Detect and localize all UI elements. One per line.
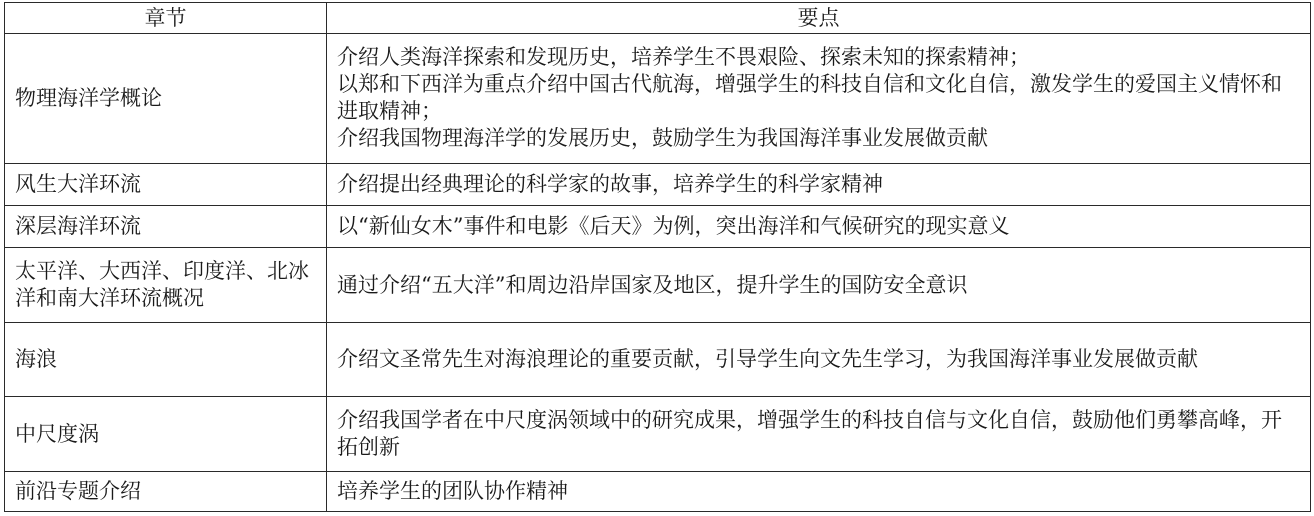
point-text: 以郑和下西洋为重点介绍中国古代航海，增强学生的科技自信和文化自信，激发学生的爱国主义情怀和进取精神；	[337, 72, 1282, 124]
points-cell	[327, 397, 1311, 472]
chapter-cell: 中尺度涡	[5, 397, 327, 472]
table-row	[5, 163, 1311, 205]
table-row	[5, 34, 1311, 164]
header-row	[5, 3, 1311, 34]
point-text: 介绍人类海洋探索和发现历史，培养学生不畏艰险、探索未知的探索精神；	[337, 45, 1030, 70]
points-cell	[327, 471, 1311, 511]
chapter-points-table	[4, 2, 1311, 512]
point-text: 通过介绍“五大洋”和周边沿岸国家及地区，提升学生的国防安全意识	[337, 272, 968, 297]
chapter-cell: 风生大洋环流	[5, 163, 327, 205]
point-text: 介绍文圣常先生对海浪理论的重要贡献，引导学生向文先生学习，为我国海洋事业发展做贡献	[337, 347, 1198, 372]
chapter-cell: 前沿专题介绍	[5, 471, 327, 511]
points-cell	[327, 322, 1311, 397]
table-row	[5, 397, 1311, 472]
table-row	[5, 248, 1311, 323]
table-row	[5, 471, 1311, 511]
point-text: 以“新仙女木”事件和电影《后天》为例，突出海洋和气候研究的现实意义	[337, 214, 1010, 239]
point-text: 介绍提出经典理论的科学家的故事，培养学生的科学家精神	[337, 171, 883, 196]
chapter-cell: 深层海洋环流	[5, 205, 327, 247]
chapter-cell: 物理海洋学概论	[5, 34, 327, 164]
points-cell	[327, 163, 1311, 205]
header-chapter: 章节	[5, 3, 327, 34]
points-cell	[327, 205, 1311, 247]
point-text: 培养学生的团队协作精神	[337, 478, 568, 503]
points-cell	[327, 248, 1311, 323]
table-row	[5, 322, 1311, 397]
point-text: 介绍我国学者在中尺度涡领域中的研究成果，增强学生的科技自信与文化自信，鼓励他们勇攀高峰，开拓创新	[337, 408, 1282, 460]
header-points: 要点	[327, 3, 1311, 34]
point-text: 介绍我国物理海洋学的发展历史，鼓励学生为我国海洋事业发展做贡献	[337, 126, 988, 151]
chapter-cell: 海浪	[5, 322, 327, 397]
chapter-cell: 太平洋、大西洋、印度洋、北冰洋和南大洋环流概况	[5, 248, 327, 323]
table-row	[5, 205, 1311, 247]
points-cell	[327, 34, 1311, 164]
